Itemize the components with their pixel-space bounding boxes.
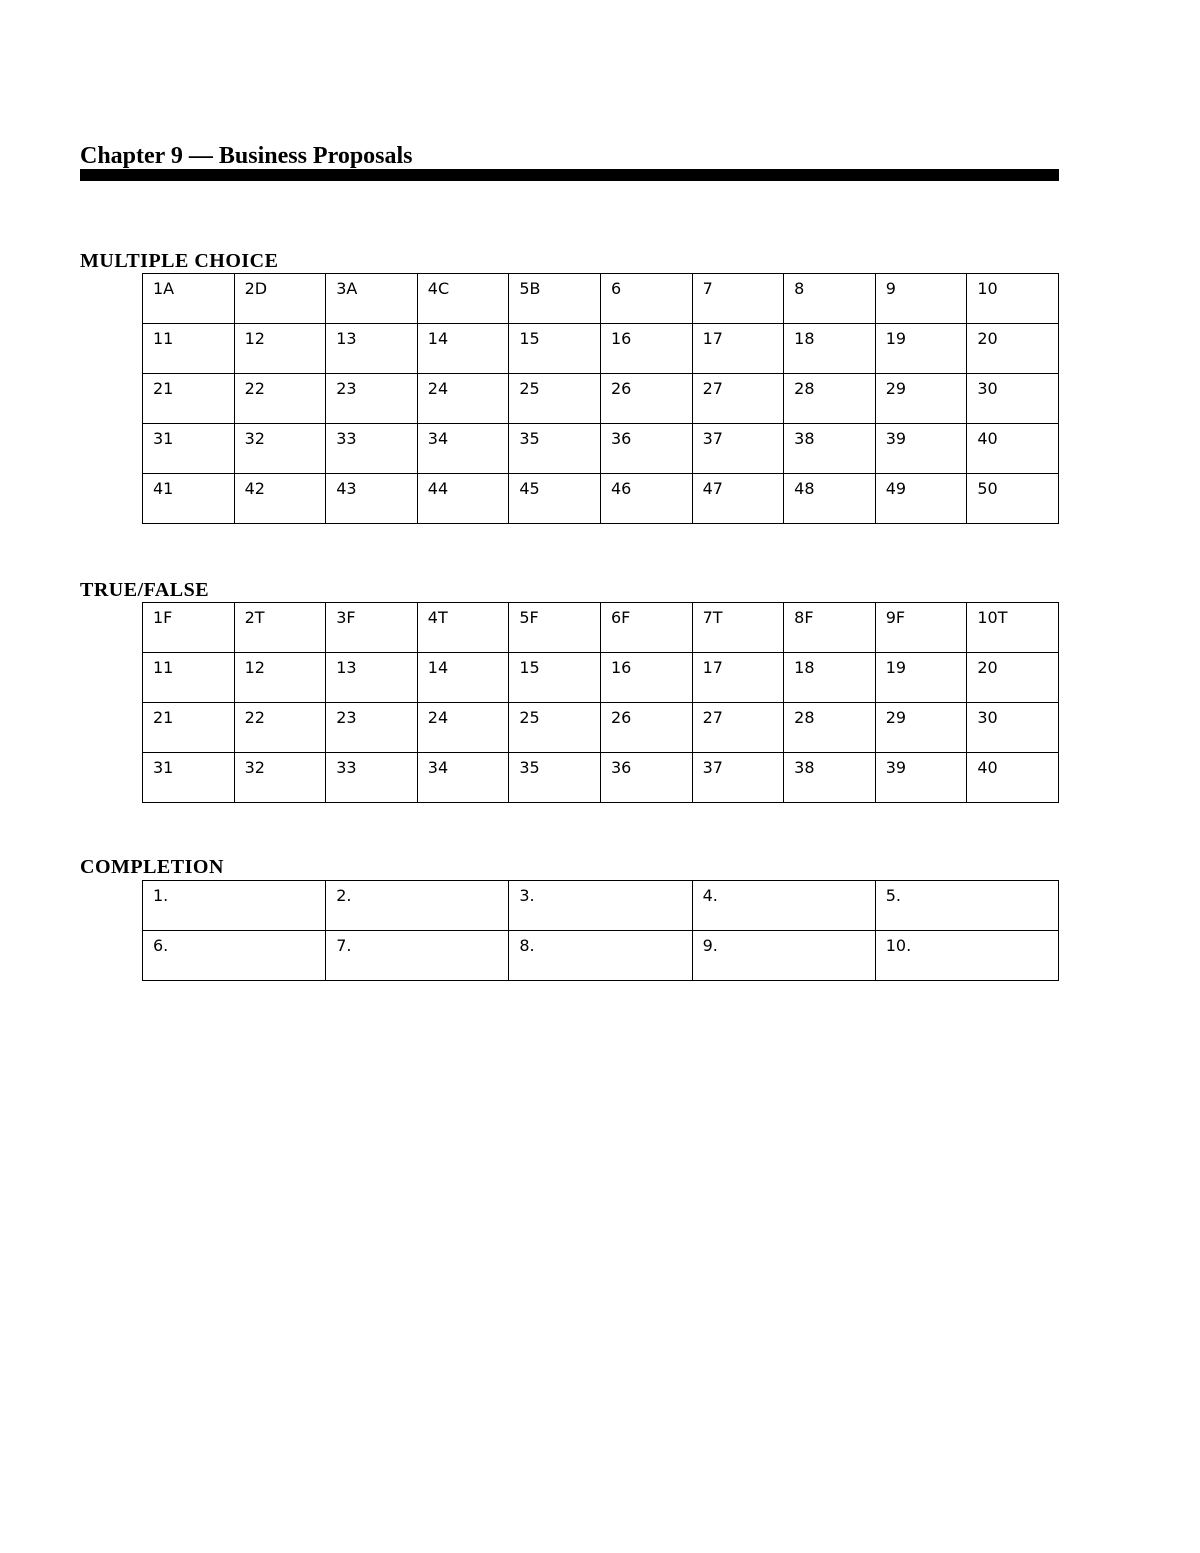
answer-cell: 13 [326, 324, 418, 374]
table-row [143, 603, 1059, 653]
answer-cell: 33 [326, 424, 418, 474]
answer-cell: 10 [967, 274, 1059, 324]
answer-cell: 14 [417, 324, 509, 374]
answer-cell: 40 [967, 424, 1059, 474]
answer-cell: 28 [784, 374, 876, 424]
answer-cell: 6F [600, 603, 692, 653]
answer-cell: 47 [692, 474, 784, 524]
answer-cell: 15 [509, 653, 601, 703]
answer-cell: 24 [417, 374, 509, 424]
table-row [143, 881, 1059, 931]
answer-cell: 23 [326, 374, 418, 424]
answer-cell: 19 [875, 324, 967, 374]
answer-cell: 44 [417, 474, 509, 524]
answer-cell: 42 [234, 474, 326, 524]
answer-cell: 49 [875, 474, 967, 524]
answer-cell: 14 [417, 653, 509, 703]
answer-cell: 36 [600, 753, 692, 803]
answer-cell: 9F [875, 603, 967, 653]
answer-cell: 26 [600, 703, 692, 753]
answer-cell: 7 [692, 274, 784, 324]
completion-grid [142, 880, 1059, 981]
answer-cell: 16 [600, 324, 692, 374]
table-row [143, 474, 1059, 524]
answer-cell: 50 [967, 474, 1059, 524]
answer-cell: 37 [692, 753, 784, 803]
answer-cell: 7. [326, 931, 509, 981]
answer-cell: 38 [784, 753, 876, 803]
answer-cell: 6. [143, 931, 326, 981]
answer-cell: 1F [143, 603, 235, 653]
answer-cell: 22 [234, 703, 326, 753]
answer-cell: 37 [692, 424, 784, 474]
answer-cell: 12 [234, 653, 326, 703]
answer-cell: 5B [509, 274, 601, 324]
answer-cell: 6 [600, 274, 692, 324]
answer-cell: 32 [234, 424, 326, 474]
answer-cell: 20 [967, 653, 1059, 703]
page-title: Chapter 9 — Business Proposals [80, 143, 413, 169]
answer-cell: 26 [600, 374, 692, 424]
answer-cell: 38 [784, 424, 876, 474]
true-false-grid [142, 602, 1059, 803]
answer-cell: 32 [234, 753, 326, 803]
answer-cell: 18 [784, 324, 876, 374]
answer-cell: 3. [509, 881, 692, 931]
answer-cell: 8. [509, 931, 692, 981]
answer-cell: 21 [143, 703, 235, 753]
answer-cell: 33 [326, 753, 418, 803]
answer-cell: 24 [417, 703, 509, 753]
table-row [143, 703, 1059, 753]
answer-cell: 5F [509, 603, 601, 653]
table-row [143, 753, 1059, 803]
answer-cell: 28 [784, 703, 876, 753]
answer-cell: 1. [143, 881, 326, 931]
true-false-heading: TRUE/FALSE [80, 579, 210, 601]
answer-cell: 27 [692, 374, 784, 424]
answer-cell: 13 [326, 653, 418, 703]
answer-cell: 15 [509, 324, 601, 374]
answer-cell: 22 [234, 374, 326, 424]
answer-cell: 31 [143, 753, 235, 803]
answer-cell: 31 [143, 424, 235, 474]
answer-cell: 35 [509, 424, 601, 474]
answer-cell: 43 [326, 474, 418, 524]
answer-cell: 17 [692, 324, 784, 374]
answer-cell: 30 [967, 374, 1059, 424]
table-row [143, 931, 1059, 981]
answer-cell: 17 [692, 653, 784, 703]
answer-cell: 29 [875, 374, 967, 424]
title-rule [80, 169, 1059, 181]
answer-cell: 39 [875, 424, 967, 474]
multiple-choice-grid [142, 273, 1059, 524]
answer-cell: 3A [326, 274, 418, 324]
answer-cell: 48 [784, 474, 876, 524]
answer-cell: 25 [509, 374, 601, 424]
answer-cell: 27 [692, 703, 784, 753]
answer-cell: 12 [234, 324, 326, 374]
answer-cell: 34 [417, 753, 509, 803]
answer-cell: 39 [875, 753, 967, 803]
answer-cell: 4C [417, 274, 509, 324]
table-row [143, 653, 1059, 703]
table-row [143, 324, 1059, 374]
completion-heading: COMPLETION [80, 856, 224, 878]
answer-cell: 9 [875, 274, 967, 324]
answer-cell: 18 [784, 653, 876, 703]
answer-cell: 11 [143, 653, 235, 703]
multiple-choice-heading: MULTIPLE CHOICE [80, 250, 279, 272]
answer-cell: 10. [875, 931, 1058, 981]
table-row [143, 424, 1059, 474]
answer-cell: 23 [326, 703, 418, 753]
answer-cell: 5. [875, 881, 1058, 931]
answer-cell: 2. [326, 881, 509, 931]
answer-cell: 4T [417, 603, 509, 653]
answer-cell: 16 [600, 653, 692, 703]
answer-cell: 1A [143, 274, 235, 324]
answer-cell: 11 [143, 324, 235, 374]
answer-cell: 41 [143, 474, 235, 524]
answer-cell: 29 [875, 703, 967, 753]
answer-cell: 8 [784, 274, 876, 324]
answer-cell: 8F [784, 603, 876, 653]
answer-cell: 30 [967, 703, 1059, 753]
answer-cell: 40 [967, 753, 1059, 803]
answer-cell: 7T [692, 603, 784, 653]
answer-cell: 20 [967, 324, 1059, 374]
answer-cell: 4. [692, 881, 875, 931]
answer-cell: 21 [143, 374, 235, 424]
answer-cell: 35 [509, 753, 601, 803]
answer-cell: 2T [234, 603, 326, 653]
answer-cell: 9. [692, 931, 875, 981]
answer-cell: 19 [875, 653, 967, 703]
table-row [143, 274, 1059, 324]
answer-cell: 25 [509, 703, 601, 753]
answer-cell: 45 [509, 474, 601, 524]
answer-cell: 34 [417, 424, 509, 474]
answer-cell: 2D [234, 274, 326, 324]
answer-cell: 3F [326, 603, 418, 653]
answer-cell: 10T [967, 603, 1059, 653]
answer-cell: 46 [600, 474, 692, 524]
table-row [143, 374, 1059, 424]
answer-cell: 36 [600, 424, 692, 474]
